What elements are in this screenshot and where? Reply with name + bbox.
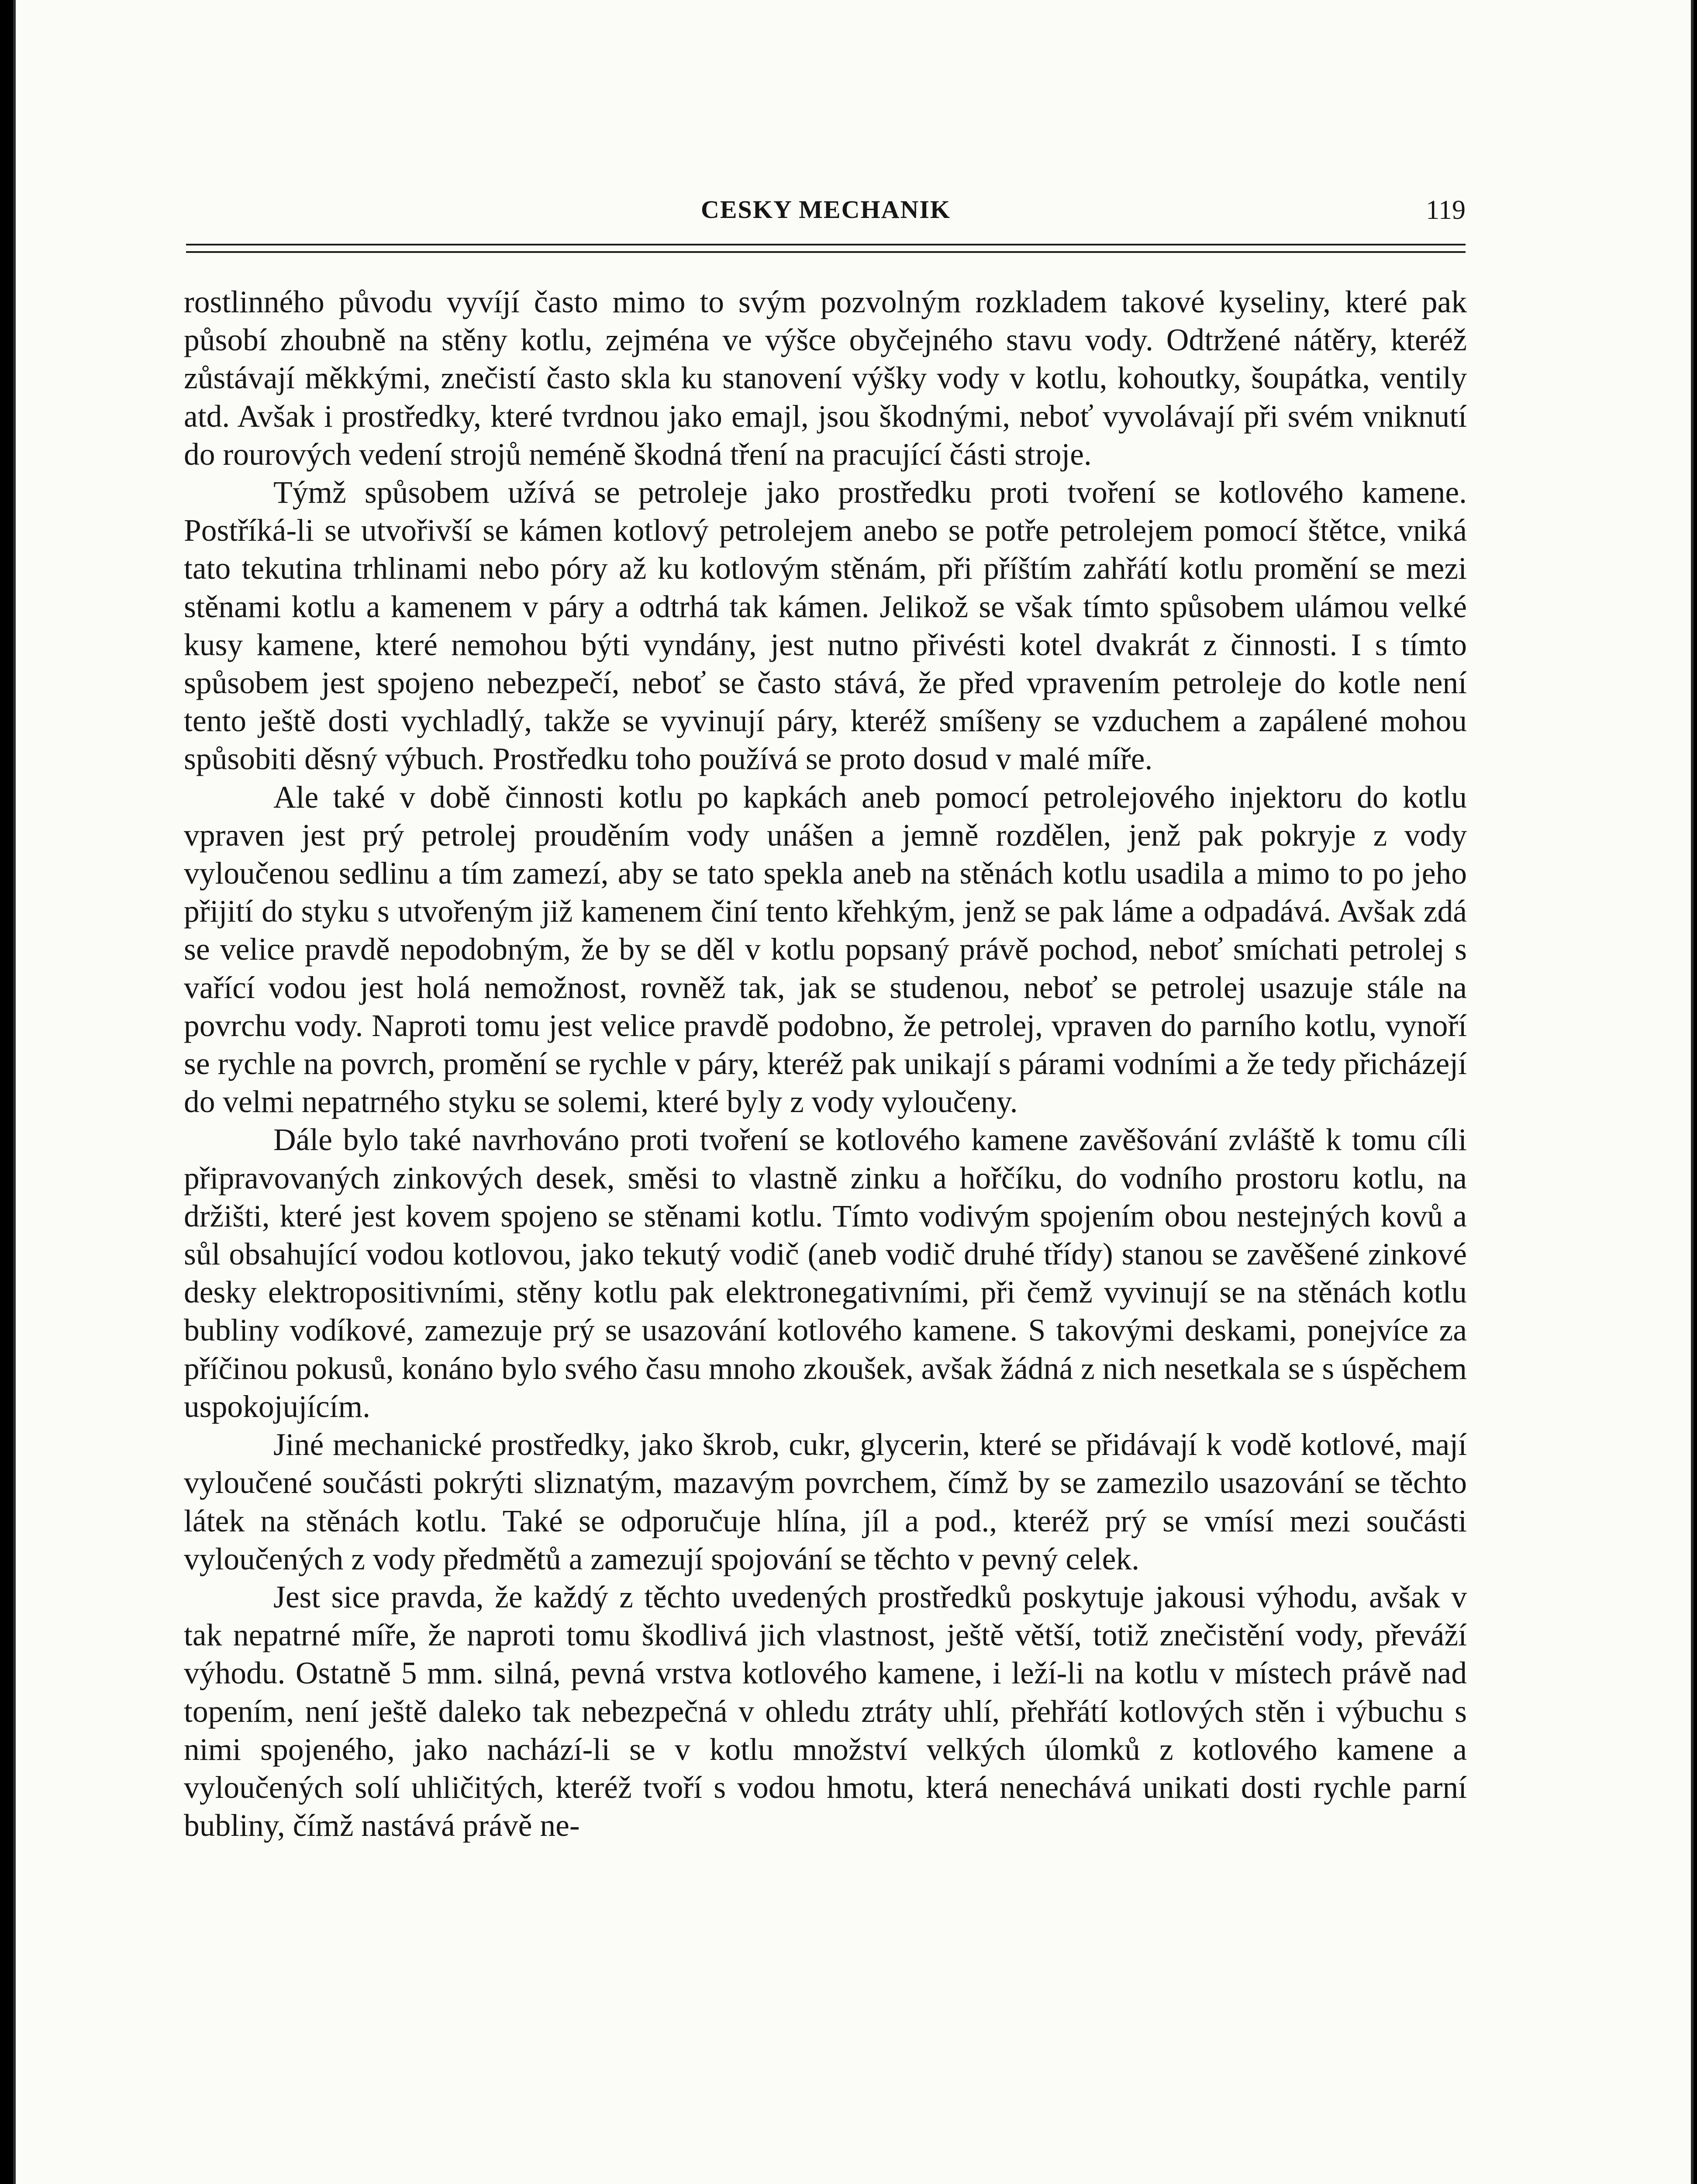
paragraph-petroleum: Týmž spůsobem užívá se petroleje jako prostředku proti tvoření se kotlového kamene. Postříká-li se utvořivší se kámen kotlový petrolejem anebo se potře petrolejem pomocí štětce, vniká tato tekutina trhlinami nebo póry až ku kotlovým stěnám, při příštím zahřátí kotlu promění se mezi stěnami kotlu a kamenem v páry a odtrhá tak kámen. Jelikož se však tímto spůsobem ulámou velké kusy kamene, které nemohou býti vyndány, jest nutno přivésti kotel dvakrát z činnosti. I s tímto spůsobem jest spojeno nebezpečí, neboť se často stává, že před vpravením petroleje do kotle není tento ještě dosti vychladlý, takže se vyvinují páry, kteréž smíšeny se vzduchem a zapálené mohou spůsobiti děsný výbuch. Prostředku toho používá se proto dosud v malé míře. (184, 475, 1467, 777)
page-number: 119 (1426, 195, 1466, 225)
article-body (184, 283, 1467, 1845)
paragraph-continued: rostlinného původu vyvíjí často mimo to svým pozvolným rozkladem takové kyseliny, které pak působí zhoubně na stěny kotlu, zejména ve výšce obyčejného stavu vody. Odtržené nátěry, kteréž zůstávají měkkými, znečistí často skla ku stanovení výšky vody v kotlu, kohoutky, šoupátka, ventily atd. Avšak i prostředky, které tvrdnou jako emajl, jsou škodnými, neboť vyvolávají při svém vniknutí do rourových vedení strojů neméně škodná tření na pracující části stroje. (184, 285, 1467, 472)
journal-title: CESKY MECHANIK (700, 195, 951, 224)
paragraph-conclusion: Jest sice pravda, že každý z těchto uvedených prostředků poskytuje jakousi výhodu, avšak v tak nepatrné míře, že naproti tomu škodlivá jich vlastnost, ještě větší, totiž znečistění vody, převáží výhodu. Ostatně 5 mm. silná, pevná vrstva kotlového kamene, i leží-li na kotlu v místech právě nad topením, není ještě daleko tak nebezpečná v ohledu ztráty uhlí, přehřátí kotlových stěn i výbuchu s nimi spojeného, jako nachází-li se v kotlu množství velkých úlomků z kotlového kamene a vyloučených solí uhličitých, kteréž tvoří s vodou hmotu, která nenechává unikati dosti rychle parní bubliny, čímž nastává právě ne- (184, 1579, 1467, 1843)
header-rule-bottom (186, 251, 1466, 253)
book-page (13, 0, 1694, 2184)
header-rule-top (186, 244, 1466, 245)
paragraph-petroleum-injector: Ale také v době činnosti kotlu po kapkách aneb pomocí petrolejového injektoru do kotlu vpraven jest prý petrolej prouděním vody unášen a jemně rozdělen, jenž pak pokryje z vody vyloučenou sedlinu a tím zamezí, aby se tato spekla aneb na stěnách kotlu usadila a mimo to po jeho přijití do styku s utvořeným již kamenem činí tento křehkým, jenž se pak láme a odpadává. Avšak zdá se velice pravdě nepodobným, že by se děl v kotlu popsaný právě pochod, neboť smíchati petrolej s vařící vodou jest holá nemožnost, rovněž tak, jak se studenou, neboť se petrolej usazuje stále na povrchu vody. Naproti tomu jest velice pravdě podobno, že petrolej, vpraven do parního kotlu, vynoří se rychle na povrch, promění se rychle v páry, kteréž pak unikají s párami vodními a že tedy přicházejí do velmi nepatrného styku se solemi, které byly z vody vyloučeny. (184, 780, 1467, 1120)
paragraph-mechanical-means: Jiné mechanické prostředky, jako škrob, cukr, glycerin, které se přidávají k vodě kotlové, mají vyloučené součásti pokrýti sliznatým, mazavým povrchem, čímž by se zamezilo usazování se těchto látek na stěnách kotlu. Také se odporučuje hlína, jíl a pod., kteréž prý se vmísí mezi součásti vyloučených z vody předmětů a zamezují spojování se těchto v pevný celek. (184, 1427, 1467, 1576)
paragraph-zinc-plates: Dále bylo také navrhováno proti tvoření se kotlového kamene zavěšování zvláště k tomu cíli připravovaných zinkových desek, směsi to vlastně zinku a hořčíku, do vodního prostoru kotlu, na držišti, které jest kovem spojeno se stěnami kotlu. Tímto vodivým spojením obou nestejných kovů a sůl obsahující vodou kotlovou, jako tekutý vodič (aneb vodič druhé třídy) stanou se zavěšené zinkové desky elektropositivními, stěny kotlu pak elektronegativními, při čemž vyvinují se na stěnách kotlu bubliny vodíkové, zamezuje prý se usazování kotlového kamene. S takovými deskami, ponejvíce za příčinou pokusů, konáno bylo svého času mnoho zkoušek, avšak žádná z nich nesetkala se s úspěchem uspokojujícím. (184, 1123, 1467, 1424)
running-header (186, 195, 1466, 238)
